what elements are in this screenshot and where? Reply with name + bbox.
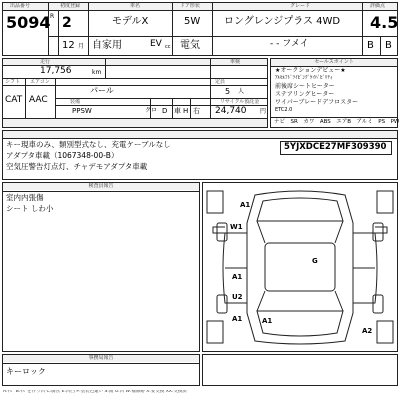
sales-line-5: ワイパーブレードデフロスター	[275, 99, 359, 106]
mark-rear-a1: A1	[262, 317, 273, 325]
equip: PPSW	[72, 107, 92, 115]
car-diagram	[203, 183, 397, 351]
fuel: 電気	[180, 40, 200, 51]
sales-point-title: セールスポイント	[271, 59, 397, 66]
options-list: ナビ SR カワ ABS エアB アルミ PS PW	[274, 119, 400, 125]
note-line-1: キー現車のみ、類別型式なし、充電ケーブルなし	[6, 140, 171, 149]
inspection-line-1: 室内内張傷	[6, 193, 44, 202]
cap-label: 定員	[215, 79, 226, 85]
shift-label: シフト	[5, 79, 21, 85]
inspection-line-2: シート しわ小	[6, 204, 54, 213]
sales-line-2: ｱﾙｾﾙﾌﾄﾞﾗｲﾋﾞﾝｸﾞｹｲﾊﾞﾋﾞﾘﾃｨ	[275, 75, 333, 81]
recycle-label: リサイクル預託金	[220, 99, 260, 105]
mark-w1: W1	[230, 223, 243, 231]
sales-line-6: ETC2.0	[275, 107, 293, 113]
doors-label: ドア形状	[180, 3, 200, 9]
mark-u2: U2	[232, 293, 243, 301]
recycle-fee: 24,740	[215, 106, 247, 116]
reg-year-label: 初度登録	[60, 3, 81, 9]
note-line-3: 空気圧警告灯点灯、チャデモアダプタ車載	[6, 162, 148, 171]
handle-label: H	[183, 107, 189, 115]
reg-prefix: R	[50, 13, 55, 20]
mark-rear-a2: A2	[362, 327, 373, 335]
footer-text: キーロック	[6, 367, 46, 376]
grade-label: グレード	[290, 3, 311, 9]
aircon-type: AAC	[29, 95, 48, 105]
mark-left-a1: A1	[232, 273, 243, 281]
capacity-unit: 人	[238, 88, 245, 95]
car-name-label: 車名	[130, 3, 141, 9]
body-color: パール	[90, 86, 114, 95]
shaken-label: 車検	[230, 59, 241, 65]
lot-number: 5094	[6, 13, 51, 32]
use-type: 自家用	[92, 40, 122, 51]
reg-year: 2	[62, 15, 72, 31]
note-line-2: アダプタ車載（1067348-00-B）	[6, 151, 119, 160]
exterior-score: B	[385, 40, 392, 51]
sales-line-4: ステアリングヒーター	[275, 91, 335, 98]
footer-right-box	[202, 354, 398, 386]
recycle-unit: 円	[260, 108, 267, 115]
fuel-ev: EV	[150, 39, 162, 49]
mark-g: G	[312, 257, 318, 265]
mark-front-a1: A1	[240, 201, 251, 209]
interior-score: B	[367, 40, 374, 51]
grade: ロングレンジプラス 4WD	[224, 16, 341, 27]
door-type: D	[162, 107, 168, 115]
score: 4.5	[370, 13, 399, 32]
legend-text: A:ｷｽﾞ B:ｷｽﾞを伴う凹 C:腐食 E:凹凸 P:塗装色違い S:錆 U:凹 W:補修跡 X:要交換 XX:交換済	[3, 390, 187, 394]
shift-type: CAT	[5, 95, 23, 105]
score-label: 評価点	[370, 3, 386, 9]
sales-line-1: ★オークションデビュー★	[275, 67, 346, 74]
mileage-label: 走行	[40, 59, 51, 65]
footer-title: 事務局報告	[3, 355, 199, 362]
inspection-title: 検査員報告	[3, 183, 199, 190]
mark-rear-a1-left: A1	[232, 315, 243, 323]
equip-label: 装備	[70, 99, 81, 105]
cc-unit: cc	[165, 44, 171, 50]
sales-line-3: 前後席シートヒーター	[275, 83, 335, 90]
inner-color: クロ	[145, 107, 158, 114]
km-unit: km	[92, 69, 102, 76]
color-code: - - フメイ	[270, 39, 309, 49]
capacity: 5	[225, 87, 231, 96]
aircon-label: エアコン	[30, 79, 50, 85]
month-unit: 月	[78, 43, 85, 50]
mileage: 17,756	[40, 66, 72, 76]
reg-month: 12	[62, 40, 75, 51]
hand-side: 右	[193, 107, 200, 115]
vin: 5YJXDCE27MF309390	[284, 142, 387, 152]
doors: 5W	[184, 16, 201, 27]
type-kind: 車	[174, 107, 181, 115]
lot-label: 出品番号	[10, 3, 31, 9]
car-name: モデルX	[112, 16, 149, 27]
